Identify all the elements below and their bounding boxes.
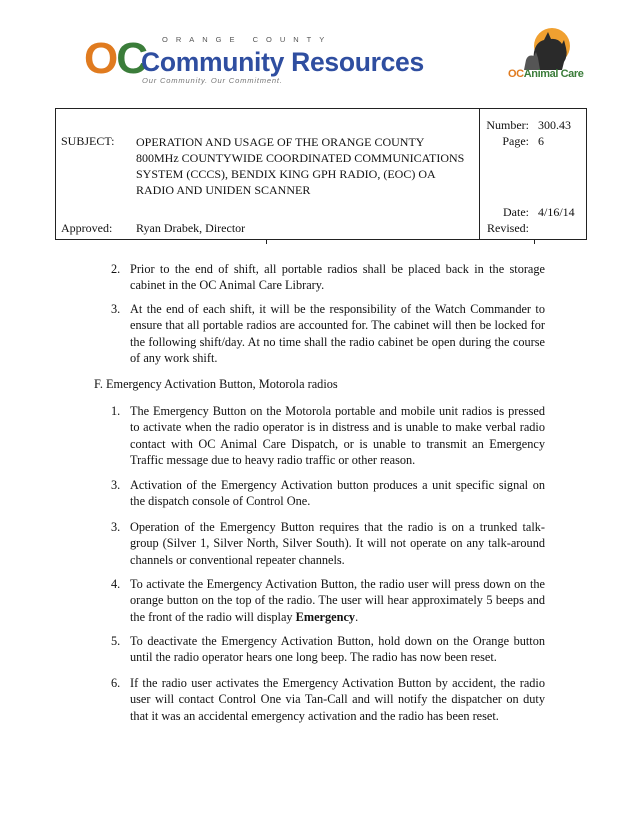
item-number: 5.	[111, 634, 121, 648]
list-item	[111, 675, 545, 724]
item-text: Prior to the end of shift, all portable radios shall be placed back in the storage cabinet in the OC Animal Care Library.	[130, 262, 545, 293]
number-value: 300.43	[538, 118, 571, 132]
animal-care-text	[508, 68, 584, 80]
item-text: At the end of each shift, it will be the responsibility of the Watch Commander to ensure that all portable radios are accounted for. The cabinet will then be locked for the following shift/day. At no time shall the radio cabinet be open during the course of any work shift.	[130, 302, 545, 366]
page-label: Page:	[502, 134, 529, 148]
revised-label: Revised:	[487, 221, 529, 235]
item-number: 2.	[111, 262, 121, 276]
item-number: 1.	[111, 404, 121, 418]
item-number: 3.	[111, 478, 121, 492]
approved-label: Approved:	[61, 221, 113, 235]
list-item	[111, 477, 545, 510]
header-tick	[266, 239, 267, 244]
item-text: Activation of the Emergency Activation button produces a unit specific signal on the dispatch console of Control One.	[130, 478, 545, 509]
item-text	[130, 576, 545, 625]
logo-brand-text: Community Resources	[141, 47, 424, 77]
list-item	[111, 261, 545, 294]
subject-label: SUBJECT:	[61, 134, 115, 148]
oc-animal-care-logo	[508, 26, 584, 90]
emergency-bold-text: Emergency	[295, 609, 356, 624]
animal-care-name: Animal Care	[523, 68, 584, 80]
item-number: 4.	[111, 577, 121, 591]
subject-text: OPERATION AND USAGE OF THE ORANGE COUNTY 800MHz COUNTYWIDE COORDINATED COMMUNICATIONS SYSTEM (CCCS), BENDIX KING GPH RADIO, (EOC) OA RADIO AND UNIDEN SCANNER	[136, 135, 465, 197]
header-tick	[534, 239, 535, 244]
item-number: 3.	[111, 302, 121, 316]
list-item	[111, 576, 545, 625]
item-number: 6.	[111, 676, 121, 690]
oc-community-resources-logo	[84, 34, 474, 90]
date-value: 4/16/14	[538, 205, 575, 219]
list-item	[111, 633, 545, 666]
item-text-part: To activate the Emergency Activation Button, the radio user will press down on the orange button on the top of the radio. The user will hear approximately 5 beeps and the front of the radio will display	[130, 577, 545, 624]
policy-header-table	[55, 108, 587, 240]
item-text-part: .	[355, 609, 359, 624]
oc-logo-mark	[84, 34, 146, 84]
item-text: The Emergency Button on the Motorola portable and mobile unit radios is pressed to activate when the radio operator is in distress and is unable to make verbal radio contact with OC Animal Care Dispatch, or is unable to transmit an Emergency Traffic message due to heavy radio traffic or other reason.	[130, 404, 545, 468]
logo-o: O	[84, 34, 117, 83]
logo-county-text: ORANGE COUNTY	[162, 35, 333, 44]
item-text: To deactivate the Emergency Activation Button, hold down on the Orange button until the radio operator hears one long beep. The radio has now been reset.	[130, 634, 545, 665]
animal-care-oc: OC	[508, 68, 524, 80]
logo-tagline: Our Community. Our Commitment.	[142, 76, 283, 85]
list-item	[111, 301, 545, 367]
logo-c: C	[116, 34, 147, 83]
approved-value: Ryan Drabek, Director	[136, 221, 246, 235]
item-number: 3.	[111, 520, 121, 534]
section-heading-f: F. Emergency Activation Button, Motorola radios	[94, 377, 338, 391]
number-label: Number:	[486, 118, 529, 132]
item-text: If the radio user activates the Emergency Activation Button by accident, the radio user will contact Control One via Tan-Call and will notify the dispatcher on duty that it was an accidental emergency activation and the radio has been reset.	[130, 676, 545, 723]
list-item	[111, 519, 545, 568]
date-label: Date:	[503, 205, 529, 219]
page-value: 6	[538, 134, 544, 148]
list-item	[111, 403, 545, 469]
animal-silhouette-icon	[518, 26, 574, 70]
item-text: Operation of the Emergency Button requires that the radio is on a trunked talk-group (Silver 1, Silver North, Silver South). It will not operate on any talk-around channels or conventional repeater channels.	[130, 520, 545, 567]
